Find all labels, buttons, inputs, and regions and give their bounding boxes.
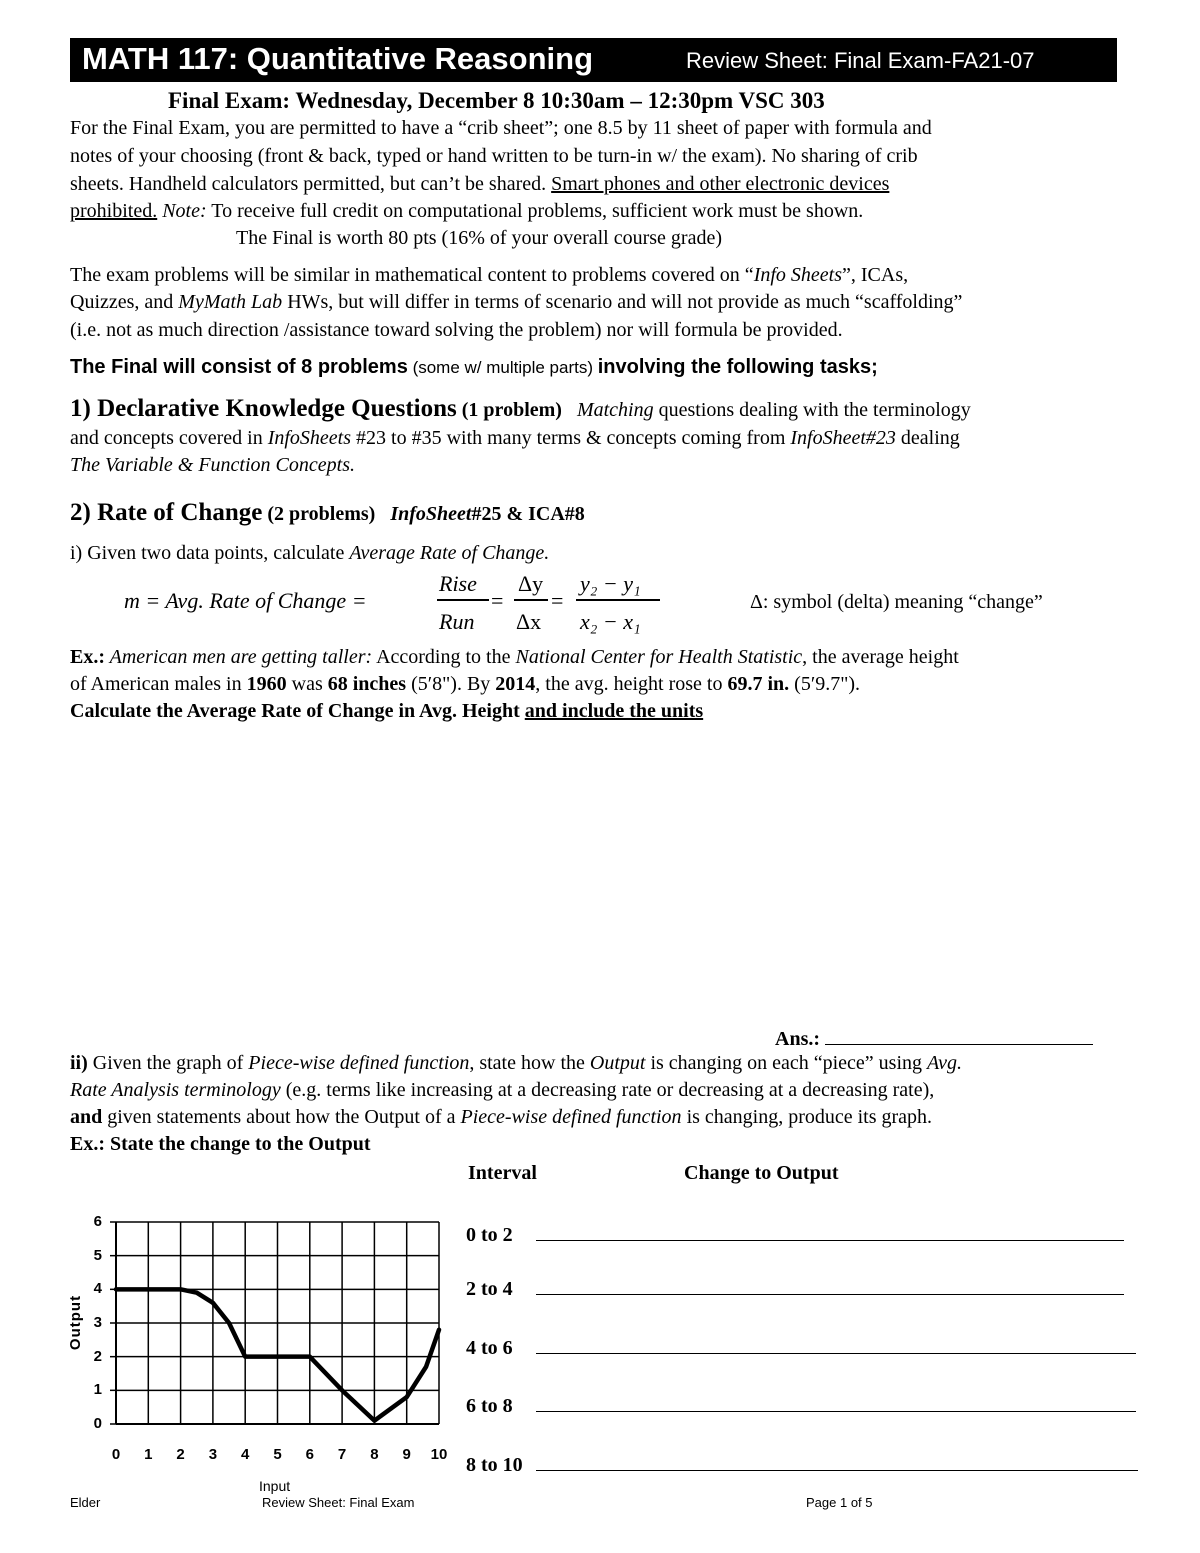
x-tick-label: 10	[430, 1446, 448, 1463]
units-instruction: and include the units	[524, 700, 704, 722]
x-tick-label: 5	[273, 1446, 282, 1463]
part-ii-text: is changing on each “piece” using	[645, 1052, 927, 1074]
section1-count: (1 problem)	[456, 399, 562, 421]
part-ii-text: given statements about how the Output of a	[102, 1106, 461, 1128]
y-tick-label: 6	[93, 1213, 102, 1230]
example-text: was	[286, 673, 328, 695]
section1-text: #23 to #35 with many terms & concepts coming from	[351, 427, 791, 449]
y-tick-label: 5	[93, 1246, 102, 1264]
course-title: MATH 117: Quantitative Reasoning	[82, 41, 594, 76]
y-tick-label: 1	[93, 1381, 102, 1399]
infosheets-term: InfoSheets	[267, 427, 352, 449]
output-term: Output	[589, 1052, 646, 1074]
ica-ref: #25 & ICA#8	[471, 503, 585, 525]
delta-note: Δ: symbol (delta) meaning “change”	[750, 591, 1043, 613]
example-text: According to the	[372, 646, 516, 668]
note-text: To receive full credit on computational problems, sufficient work must be shown.	[206, 200, 864, 222]
x-axis-label: Input	[259, 1478, 291, 1494]
formula-dy: Δy	[518, 571, 544, 596]
interval-label: 8 to 10	[466, 1454, 523, 1476]
formula-y2y1: y₂ − y₁	[580, 571, 641, 596]
y-tick-label: 4	[93, 1280, 102, 1298]
piecewise-term: Piece-wise defined function	[460, 1106, 682, 1128]
y-axis-label: Output	[67, 1294, 85, 1351]
formula-eq: =	[491, 588, 504, 613]
part-ii-label: ii)	[70, 1052, 88, 1074]
formula-dx: Δx	[516, 609, 542, 634]
avg-term: Avg.	[927, 1052, 962, 1074]
year-1960: 1960	[246, 673, 287, 695]
avg-rate-term: Average Rate of Change.	[349, 542, 550, 564]
section1-line-3: The Variable & Function Concepts.	[70, 454, 355, 476]
part-i-text: i) Given two data points, calculate	[70, 542, 350, 564]
formula-x2x1: x₂ − x₁	[580, 609, 641, 634]
part-ii-text: (e.g. terms like increasing at a decreasing rate or decreasing at a decreasing rate),	[280, 1079, 935, 1101]
mymathlab-term: MyMath Lab	[178, 291, 283, 313]
devices-warning: Smart phones and other electronic devices	[551, 173, 890, 195]
x-tick-label: 4	[241, 1446, 250, 1463]
change-header: Change to Output	[684, 1162, 839, 1184]
x-tick-label: 0	[111, 1446, 121, 1463]
matching-term: Matching	[576, 399, 654, 421]
part-ii-text: , state how the	[469, 1052, 590, 1074]
info-sheets-term: Info Sheets	[753, 264, 842, 286]
example-state-line: Ex.: State the change to the Output	[70, 1133, 371, 1155]
info-line-1: For the Final Exam, you are permitted to have a “crib sheet”; one 8.5 by 11 sheet of paper with formula and	[70, 117, 932, 139]
y-tick-label: 0	[93, 1415, 102, 1432]
para2-text: ”, ICAs,	[842, 264, 909, 286]
info-text: sheets. Handheld calculators permitted, but can’t be shared.	[70, 173, 552, 195]
example-title: American men are getting taller:	[105, 646, 373, 668]
part-ii-text: is changing, produce its graph.	[681, 1106, 933, 1128]
info-line-2: notes of your choosing (front & back, typed or hand written to be turn-in w/ the exam). No sharing of crib	[70, 145, 918, 167]
formula-run: Run	[439, 609, 475, 634]
footer-author: Elder	[70, 1495, 101, 1510]
para2-line-3: (i.e. not as much direction /assistance toward solving the problem) nor will formula be provided.	[70, 319, 843, 341]
footer-title: Review Sheet: Final Exam	[262, 1495, 415, 1510]
x-tick-label: 9	[402, 1446, 411, 1463]
section1-text: and concepts covered in	[70, 427, 268, 449]
height-1960: 68 inches	[327, 673, 407, 695]
sheet-subtitle: Review Sheet: Final Exam-FA21-07	[686, 48, 1035, 73]
formula-lhs: m = Avg. Rate of Change =	[124, 588, 367, 613]
x-tick-label: 6	[305, 1446, 314, 1463]
piecewise-term: Piece-wise defined function	[248, 1052, 470, 1074]
formula-eq: =	[551, 588, 564, 613]
height-2014: 69.7 in.	[727, 673, 790, 695]
note-label: Note:	[162, 200, 207, 222]
x-tick-label: 7	[337, 1446, 347, 1463]
y-tick-label: 2	[93, 1347, 102, 1365]
part-ii-text: Given the graph of	[87, 1052, 249, 1074]
exam-heading: Final Exam: Wednesday, December 8 10:30am – 12:30pm VSC 303	[168, 88, 825, 113]
example-text: (5′9.7").	[789, 673, 861, 695]
x-tick-label: 2	[176, 1446, 185, 1463]
infosheet23-term: InfoSheet#23	[790, 427, 896, 449]
infosheet-ref: InfoSheet	[390, 503, 472, 525]
x-tick-label: 3	[208, 1446, 218, 1463]
y-tick-label: 3	[93, 1314, 102, 1331]
formula-rise: Rise	[439, 571, 477, 596]
and-text: and	[70, 1106, 103, 1128]
consist-text: The Final will consist of 8 problems	[70, 356, 408, 378]
calc-text: Calculate the Average Rate of Change in Avg. Height	[70, 700, 525, 722]
section1-text: dealing	[895, 427, 960, 449]
para2-text: Quizzes, and	[70, 291, 179, 313]
rate-analysis-term: Rate Analysis terminology	[70, 1079, 281, 1101]
interval-label: 4 to 6	[466, 1337, 513, 1359]
x-tick-label: 8	[370, 1446, 379, 1463]
interval-label: 2 to 4	[466, 1278, 513, 1300]
prohibited-text: prohibited.	[70, 200, 158, 222]
footer-page: Page 1 of 5	[806, 1495, 873, 1510]
section2-count: (2 problems)	[262, 503, 376, 525]
year-2014: 2014	[495, 673, 536, 695]
worth-line: The Final is worth 80 pts (16% of your overall course grade)	[236, 227, 722, 249]
interval-label: 6 to 8	[466, 1395, 513, 1417]
para2-text: The exam problems will be similar in mathematical content to problems covered on “	[70, 264, 754, 286]
section1-title: 1) Declarative Knowledge Questions	[70, 395, 457, 422]
example-label: Ex.:	[70, 646, 105, 668]
section2-title: 2) Rate of Change	[70, 499, 263, 526]
consist-text: involving the following tasks;	[597, 356, 878, 378]
example-text: (5′8"). By	[406, 673, 496, 695]
nchs-term: National Center for Health Statistic	[515, 646, 803, 668]
consist-note: (some w/ multiple parts)	[407, 358, 598, 377]
interval-header: Interval	[468, 1162, 537, 1184]
x-tick-label: 1	[144, 1446, 153, 1463]
answer-label: Ans.:	[775, 1028, 821, 1050]
interval-label: 0 to 2	[466, 1224, 513, 1246]
para2-text: HWs, but will differ in terms of scenario and will not provide as much “scaffolding”	[282, 291, 963, 313]
section1-text: questions dealing with the terminology	[653, 399, 971, 421]
example-text: , the average height	[802, 646, 959, 668]
example-text: , the avg. height rose to	[535, 673, 728, 695]
example-text: of American males in	[70, 673, 247, 695]
